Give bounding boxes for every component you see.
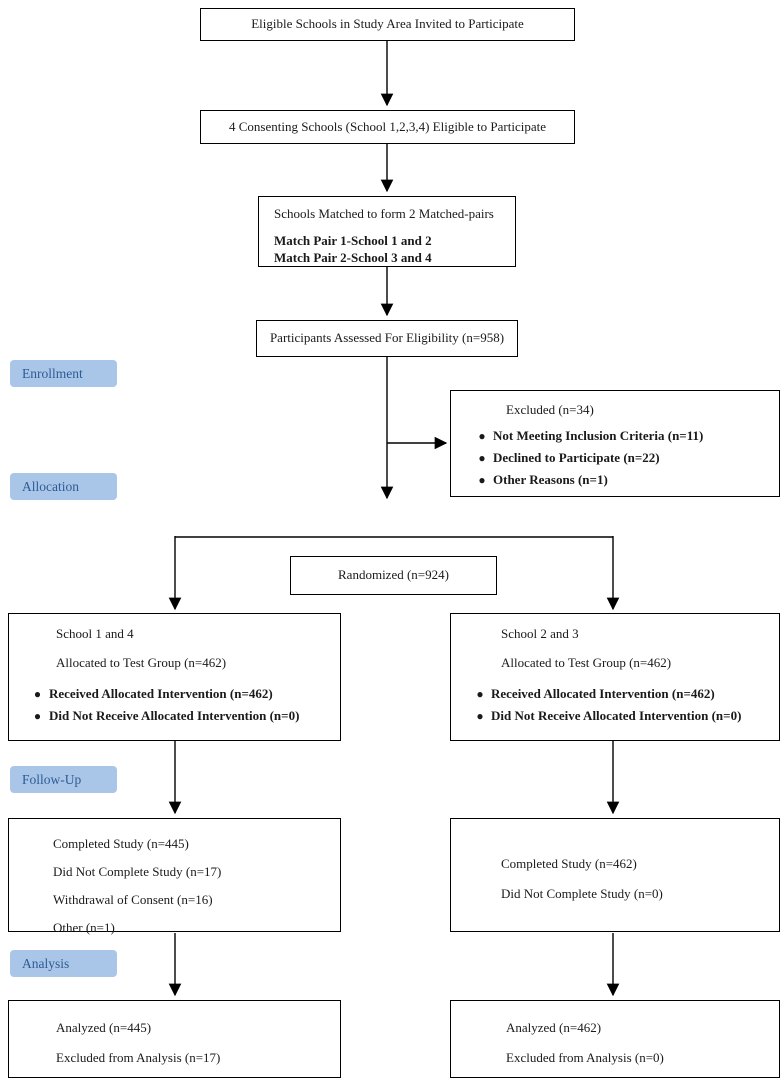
stage-label-followup-text: Follow-Up [22,771,82,787]
bullet-icon: ● [478,451,486,466]
bullet-icon: ● [476,708,484,723]
bullet-icon: ● [476,686,484,701]
excluded-item-row [451,469,773,491]
randomized-box [290,556,497,595]
right-allocated-school: School 2 and 3 [501,626,579,641]
left-allocated-item-row [9,705,336,727]
stage-label-analysis-text: Analysis [22,955,70,971]
bullet-icon: ● [478,473,486,488]
stage-label-analysis [10,950,117,977]
matched-box [258,196,516,267]
left-followup-box [8,818,341,935]
excluded-title: Excluded (n=34) [506,402,594,417]
right-allocated-box [450,613,780,741]
stage-label-enrollment [10,360,117,387]
excluded-item-row [451,425,773,447]
stage-label-followup [10,766,117,793]
right-allocated-item-2: Did Not Receive Allocated Intervention (n=0) [491,707,742,723]
matched-pair-1: Match Pair 1-School 1 and 2 [274,233,432,249]
stage-label-allocation [10,473,117,500]
right-allocated-item-row [451,683,775,705]
right-allocated-item-row [451,705,775,727]
left-allocated-group: Allocated to Test Group (n=462) [56,655,227,671]
right-allocated-group: Allocated to Test Group (n=462) [501,655,672,671]
left-allocated-item-2: Did Not Receive Allocated Intervention (n=0) [49,707,300,723]
left-followup-line-1: Completed Study (n=445) [53,836,189,851]
excluded-item-2: Declined to Participate (n=22) [493,450,660,466]
left-analysis-line-2: Excluded from Analysis (n=17) [56,1050,221,1065]
right-analysis-line-1: Analyzed (n=462) [506,1020,602,1035]
excluded-box [450,390,780,497]
consenting-box [200,110,575,144]
invited-box [200,8,575,41]
left-followup-line-4: Other (n=1) [53,920,115,935]
left-analysis-box [8,1000,341,1078]
bullet-icon: ● [33,686,42,701]
assessed-box [256,320,518,357]
right-analysis-line-2: Excluded from Analysis (n=0) [506,1050,664,1065]
left-followup-line-2: Did Not Complete Study (n=17) [53,864,222,879]
bullet-icon: ● [33,708,42,723]
left-allocated-item-1: Received Allocated Intervention (n=462) [49,685,273,701]
stage-label-enrollment-text: Enrollment [22,365,83,381]
right-followup-box [450,818,780,932]
excluded-item-row [451,447,773,469]
randomized-text: Randomized (n=924) [338,567,449,583]
right-followup-line-1: Completed Study (n=462) [501,856,637,871]
left-analysis-line-1: Analyzed (n=445) [56,1020,152,1035]
excluded-item-1: Not Meeting Inclusion Criteria (n=11) [493,428,704,444]
left-followup-line-3: Withdrawal of Consent (n=16) [53,892,213,907]
excluded-item-3: Other Reasons (n=1) [493,472,608,488]
matched-pair-2: Match Pair 2-School 3 and 4 [274,249,432,265]
right-analysis-box [450,1000,780,1078]
left-allocated-item-row [9,683,336,705]
bullet-icon: ● [478,429,486,444]
assessed-text: Participants Assessed For Eligibility (n=958) [269,330,505,346]
left-allocated-box [8,613,341,741]
matched-title: Schools Matched to form 2 Matched-pairs [274,206,494,221]
stage-label-allocation-text: Allocation [22,478,79,494]
invited-text: Eligible Schools in Study Area Invited to Participate [251,16,524,32]
left-allocated-school: School 1 and 4 [56,626,134,641]
right-allocated-item-1: Received Allocated Intervention (n=462) [491,685,715,701]
consenting-text: 4 Consenting Schools (School 1,2,3,4) Eligible to Participate [228,118,547,134]
right-followup-line-2: Did Not Complete Study (n=0) [501,886,663,901]
